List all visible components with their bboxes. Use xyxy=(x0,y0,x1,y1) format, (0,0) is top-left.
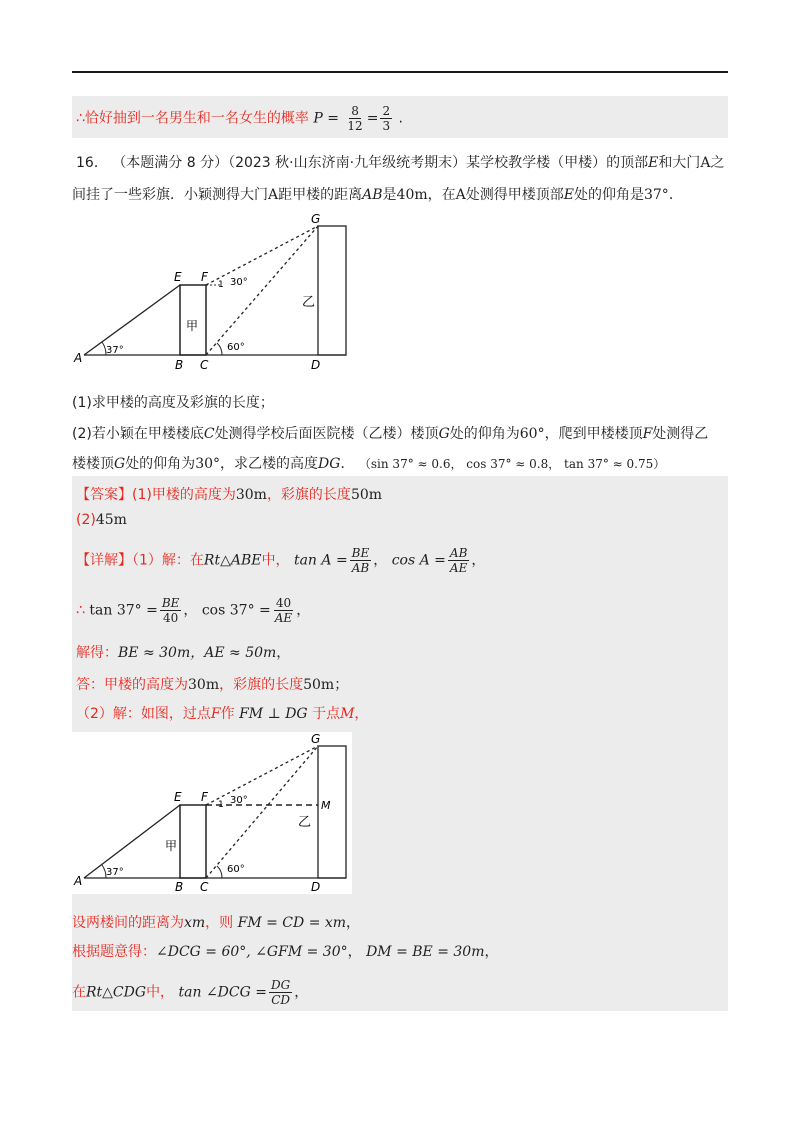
label-c: C xyxy=(200,880,209,894)
label-angle-30: 30° xyxy=(230,795,248,806)
text: 是 xyxy=(382,187,397,203)
label-jia: 甲 xyxy=(165,839,178,853)
text: 间挂了一些彩旗．小颖测得大门 xyxy=(72,187,268,203)
var-a: A xyxy=(268,187,279,203)
problem-line-1 xyxy=(76,152,724,172)
tan-a: tan A = xyxy=(293,552,348,569)
question-1 xyxy=(72,392,274,412)
question-2-line-2 xyxy=(72,453,665,473)
text: ， xyxy=(183,602,198,619)
label-mark-1: 1 xyxy=(218,800,224,810)
label-m: M xyxy=(321,799,331,812)
value-37deg: 37° xyxy=(643,187,669,203)
var-e: E xyxy=(648,155,659,171)
answer-line-1 xyxy=(76,484,382,504)
value-60deg: 60° xyxy=(519,426,545,442)
answer-line-2 xyxy=(76,512,127,528)
figure-2-svg xyxy=(72,732,352,894)
text: 和大门 xyxy=(658,155,701,171)
text: ． xyxy=(668,187,683,203)
text: 之 xyxy=(710,155,725,171)
label-angle-60: 60° xyxy=(227,864,245,875)
var-a: A xyxy=(700,155,711,171)
frac-num: BE xyxy=(161,596,180,610)
text: ， xyxy=(484,944,499,960)
text: 处的仰角为 xyxy=(449,426,520,442)
var-g: G xyxy=(114,456,126,472)
text: ，则 xyxy=(205,915,234,931)
detail-line-2 xyxy=(76,596,310,625)
text: ，彩旗的长度 xyxy=(266,487,351,503)
frac-num: 2 xyxy=(382,104,391,118)
figure-1-svg xyxy=(72,212,352,372)
tan-dcg: tan ∠DCG = xyxy=(178,984,267,1001)
text: ． xyxy=(340,456,355,472)
text: 作 xyxy=(220,706,235,722)
value-30m: 30m xyxy=(235,487,267,503)
fraction xyxy=(273,596,294,625)
text: ，在 xyxy=(427,187,456,203)
text: ∴ xyxy=(76,602,85,619)
header-rule xyxy=(72,71,728,73)
prev-answer-end: . xyxy=(398,110,403,127)
angle-equations: ∠DCG = 60°, ∠GFM = 30° xyxy=(156,944,348,960)
flag-line-ae xyxy=(84,285,180,355)
text: ， xyxy=(373,552,388,569)
label-f: F xyxy=(201,790,208,804)
triangle-abe: Rt△ABE xyxy=(203,552,262,569)
var-a: A xyxy=(455,187,466,203)
fm-perp-dg: FM ⊥ DG xyxy=(239,706,308,722)
value-50m: 50m xyxy=(303,677,335,693)
building-yi xyxy=(318,226,346,355)
label-angle-60: 60° xyxy=(227,342,245,353)
trig-hint: （sin 37° ≈ 0.6， cos 37° ≈ 0.8， tan 37° ≈ 0.75） xyxy=(358,457,666,471)
text: 处的仰角是 xyxy=(573,187,644,203)
label-jia: 甲 xyxy=(186,319,199,333)
label-d: D xyxy=(311,358,321,372)
problem-meta: （本题满分 8 分）（2023 秋·山东济南·九年级统考期末）某学校教学楼（甲楼）的顶部 xyxy=(112,155,649,171)
fraction xyxy=(350,546,372,575)
problem-number: 16． xyxy=(76,155,108,171)
frac-num: AB xyxy=(449,546,468,560)
text: 于点 xyxy=(312,706,341,722)
value-45m: 45m xyxy=(95,512,127,528)
prev-answer-line: ∴恰好抽到一名男生和一名女生的概率 P = $\frac{8}{12}$ = $\frac{2}{3}$ . xyxy=(76,104,403,133)
value-40m: 40m xyxy=(396,187,428,203)
frac-num: BE xyxy=(351,546,370,560)
angle-arc-c xyxy=(217,343,222,355)
text: ； xyxy=(334,677,349,693)
label-a: A xyxy=(74,351,83,365)
fraction xyxy=(448,546,469,575)
text: 楼楼顶 xyxy=(72,456,114,472)
fraction xyxy=(160,596,182,625)
question-2-line-1 xyxy=(72,423,708,443)
text: ， xyxy=(346,915,361,931)
text: ，爬到甲楼楼顶 xyxy=(544,426,643,442)
var-ab: AB xyxy=(362,187,383,203)
text: 根据题意得： xyxy=(72,944,156,960)
fraction-8-12 xyxy=(345,104,364,133)
text: （2）解：如图，过点 xyxy=(76,706,211,722)
sightline-cg xyxy=(206,746,318,878)
label-d: D xyxy=(311,880,321,894)
label-yi: 乙 xyxy=(302,295,316,310)
angle-arc-c xyxy=(217,866,222,878)
detail-line-5 xyxy=(76,703,368,723)
text: 距甲楼的距离 xyxy=(278,187,363,203)
cos-a: cos A = xyxy=(391,552,446,569)
triangle-cdg: Rt△CDG xyxy=(86,984,147,1001)
var-f: F xyxy=(210,706,221,722)
label-yi: 乙 xyxy=(298,815,312,830)
prev-answer-text: ∴恰好抽到一名男生和一名女生的概率 xyxy=(76,110,309,127)
text: ，求乙楼的高度 xyxy=(220,456,319,472)
label-c: C xyxy=(200,358,209,372)
label-f: F xyxy=(201,270,208,284)
fraction-2-3 xyxy=(380,104,392,133)
label-angle-37: 37° xyxy=(106,867,124,878)
text: (1)甲楼的高度为 xyxy=(132,487,236,503)
label-e: E xyxy=(174,270,182,284)
figure-1 xyxy=(72,212,352,372)
text: ， xyxy=(347,944,362,960)
var-m: M xyxy=(340,706,355,722)
text: ， xyxy=(296,602,311,619)
text: ， xyxy=(276,645,291,661)
text: 设两楼间的距离为 xyxy=(72,915,184,931)
detail-line-6 xyxy=(72,912,360,932)
text: 处的仰角为 xyxy=(125,456,196,472)
sightline-fg xyxy=(206,746,318,805)
equals: = xyxy=(327,110,339,127)
label-angle-37: 37° xyxy=(106,345,124,356)
frac-num: 40 xyxy=(275,596,292,610)
tan-37: tan 37° = xyxy=(89,602,158,619)
frac-num: 8 xyxy=(351,104,359,118)
frac-num: DG xyxy=(271,978,291,992)
var-f: F xyxy=(642,426,653,442)
value-30deg: 30° xyxy=(195,456,221,472)
detail-line-8 xyxy=(72,978,308,1007)
frac-den: CD xyxy=(271,993,291,1007)
detail-line-7 xyxy=(72,941,498,961)
text: (2)若小颖在甲楼楼底 xyxy=(72,426,204,442)
problem-line-2 xyxy=(72,184,683,204)
value-50m: 50m xyxy=(350,487,383,503)
dm-be-30m: DM = BE = 30m xyxy=(366,944,485,960)
sightline-cg xyxy=(206,226,318,355)
text: 中， xyxy=(146,984,175,1001)
fraction xyxy=(269,978,292,1007)
detail-line-3 xyxy=(76,642,290,662)
text: 处测得学校后面医院楼（乙楼）楼顶 xyxy=(214,426,439,442)
text: 处测得甲楼顶部 xyxy=(465,187,564,203)
frac-den: AE xyxy=(274,611,293,625)
detail-tag: 【详解】 xyxy=(76,552,132,569)
var-xm: xm xyxy=(184,915,206,931)
var-g: G xyxy=(438,426,450,442)
var-dg: DG xyxy=(318,456,341,472)
label-a: A xyxy=(74,874,83,888)
value-30m: 30m xyxy=(188,677,220,693)
label-b: B xyxy=(175,880,184,894)
sightline-fg xyxy=(206,226,318,285)
var-c: C xyxy=(203,426,215,442)
text: 解得： xyxy=(76,645,118,661)
text: 中， xyxy=(261,552,290,569)
question-1-text: (1)求甲楼的高度及彩旗的长度； xyxy=(72,395,274,411)
label-g: G xyxy=(311,212,321,226)
text: 答：甲楼的高度为 xyxy=(76,677,188,693)
figure-2 xyxy=(72,732,352,894)
detail-line-1 xyxy=(76,546,485,575)
cos-37: cos 37° = xyxy=(201,602,271,619)
answer-tag: 【答案】 xyxy=(76,487,132,503)
result-be-ae: BE ≈ 30m，AE ≈ 50m xyxy=(118,645,277,661)
building-yi xyxy=(318,746,346,878)
building-jia xyxy=(180,805,206,878)
label-mark-1: 1 xyxy=(218,280,224,290)
detail-line-4 xyxy=(76,674,348,694)
frac-den: AB xyxy=(351,561,370,575)
var-e: E xyxy=(563,187,574,203)
text: 处测得乙 xyxy=(652,426,709,442)
var-p: P xyxy=(313,110,323,127)
text: ， xyxy=(471,552,486,569)
label-angle-30: 30° xyxy=(230,277,248,288)
text: 在 xyxy=(72,984,86,1001)
frac-den: 3 xyxy=(382,119,391,133)
text: ，彩旗的长度 xyxy=(219,677,304,693)
frac-den: 40 xyxy=(162,611,179,625)
label-b: B xyxy=(175,358,184,372)
text: （1）解：在 xyxy=(132,552,204,569)
frac-den: AE xyxy=(449,561,468,575)
label-g: G xyxy=(311,732,321,746)
text: ， xyxy=(294,984,309,1001)
frac-den: 12 xyxy=(347,119,363,133)
text: (2) xyxy=(76,512,96,528)
label-e: E xyxy=(174,790,182,804)
text: ， xyxy=(354,706,369,722)
fm-cd-xm: FM = CD = xm xyxy=(237,915,347,931)
